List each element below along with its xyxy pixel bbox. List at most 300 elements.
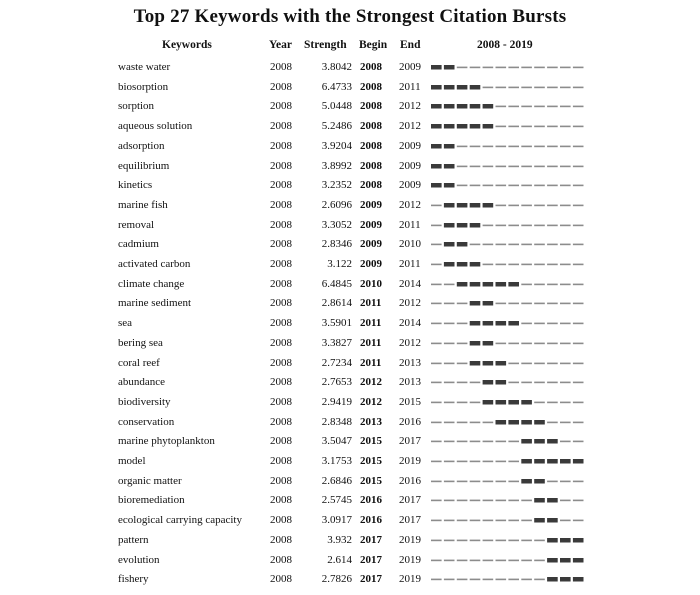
end-cell: 2013 [399, 376, 421, 389]
begin-cell: 2009 [360, 198, 382, 211]
baseline-segment [521, 244, 532, 246]
keyword-cell: bioremediation [118, 494, 185, 507]
begin-cell: 2012 [360, 376, 382, 389]
baseline-segment [496, 185, 507, 187]
baseline-segment [496, 441, 507, 443]
baseline-segment [431, 342, 442, 344]
baseline-segment [431, 224, 442, 226]
burst-timeline [431, 99, 586, 113]
burst-timeline [431, 60, 586, 74]
table-row [0, 454, 700, 474]
begin-cell: 2009 [360, 238, 382, 251]
baseline-segment [508, 145, 519, 147]
begin-cell: 2016 [360, 514, 382, 527]
baseline-segment [508, 480, 519, 482]
burst-segment [547, 439, 558, 444]
baseline-segment [444, 342, 455, 344]
baseline-segment [444, 559, 455, 561]
baseline-segment [483, 145, 494, 147]
burst-segment [470, 203, 481, 208]
table-row [0, 80, 700, 100]
end-cell: 2011 [399, 80, 421, 93]
baseline-segment [431, 520, 442, 522]
year-cell: 2008 [270, 553, 292, 566]
strength-cell: 3.5901 [321, 317, 352, 330]
baseline-segment [470, 480, 481, 482]
keyword-cell: equilibrium [118, 159, 170, 172]
baseline-segment [547, 303, 558, 305]
year-cell: 2008 [270, 494, 292, 507]
strength-cell: 2.5745 [321, 494, 352, 507]
end-cell: 2013 [399, 356, 421, 369]
end-cell: 2012 [399, 100, 421, 113]
burst-segment [483, 104, 494, 109]
keyword-cell: sorption [118, 100, 155, 113]
baseline-segment [457, 145, 468, 147]
keyword-cell: bering sea [118, 336, 163, 349]
burst-segment [457, 282, 468, 287]
begin-cell: 2011 [360, 336, 382, 349]
baseline-segment [508, 441, 519, 443]
baseline-segment [444, 539, 455, 541]
burst-timeline [431, 277, 586, 291]
header-end: End [400, 39, 421, 51]
baseline-segment [534, 264, 545, 266]
begin-cell: 2010 [360, 277, 382, 290]
end-cell: 2009 [399, 159, 421, 172]
year-cell: 2008 [270, 100, 292, 113]
baseline-segment [508, 500, 519, 502]
year-cell: 2008 [270, 573, 292, 586]
baseline-segment [521, 185, 532, 187]
baseline-segment [534, 106, 545, 108]
end-cell: 2014 [399, 277, 421, 290]
baseline-segment [547, 323, 558, 325]
baseline-segment [496, 224, 507, 226]
keyword-cell: waste water [118, 61, 171, 73]
baseline-segment [483, 264, 494, 266]
burst-segment [457, 85, 468, 90]
strength-cell: 3.9204 [321, 139, 352, 152]
baseline-segment [547, 145, 558, 147]
baseline-segment [457, 539, 468, 541]
baseline-segment [444, 500, 455, 502]
burst-segment [521, 420, 532, 425]
begin-cell: 2017 [360, 553, 382, 566]
burst-segment [521, 439, 532, 444]
baseline-segment [483, 165, 494, 167]
burst-segment [496, 380, 507, 385]
keyword-cell: adsorption [118, 139, 165, 152]
burst-timeline [431, 257, 586, 271]
begin-cell: 2013 [360, 415, 382, 428]
baseline-segment [547, 67, 558, 69]
baseline-segment [483, 67, 494, 69]
baseline-segment [444, 401, 455, 403]
baseline-segment [470, 244, 481, 246]
baseline-segment [457, 185, 468, 187]
baseline-segment [534, 67, 545, 69]
burst-segment [457, 262, 468, 267]
baseline-segment [534, 185, 545, 187]
burst-segment [521, 400, 532, 405]
header-keywords: Keywords [162, 39, 212, 51]
baseline-segment [508, 165, 519, 167]
baseline-segment [496, 500, 507, 502]
header-year-range: 2008 - 2019 [477, 39, 533, 51]
baseline-segment [573, 480, 584, 482]
baseline-segment [444, 382, 455, 384]
baseline-segment [457, 323, 468, 325]
baseline-segment [521, 264, 532, 266]
baseline-segment [521, 126, 532, 128]
strength-cell: 2.7826 [321, 573, 352, 586]
year-cell: 2008 [270, 435, 292, 448]
table-row [0, 218, 700, 238]
baseline-segment [483, 421, 494, 423]
baseline-segment [470, 382, 481, 384]
strength-cell: 2.8614 [321, 297, 352, 310]
table-row [0, 139, 700, 159]
begin-cell: 2011 [360, 356, 382, 369]
baseline-segment [496, 342, 507, 344]
burst-timeline [431, 375, 586, 389]
baseline-segment [431, 362, 442, 364]
burst-segment [444, 85, 455, 90]
baseline-segment [521, 323, 532, 325]
baseline-segment [534, 86, 545, 88]
baseline-segment [534, 382, 545, 384]
table-row [0, 415, 700, 435]
burst-segment [534, 459, 545, 464]
baseline-segment [431, 401, 442, 403]
burst-segment [483, 301, 494, 306]
baseline-segment [521, 539, 532, 541]
baseline-segment [508, 86, 519, 88]
burst-segment [560, 577, 571, 582]
strength-cell: 2.9419 [321, 395, 352, 408]
burst-segment [547, 498, 558, 503]
baseline-segment [444, 362, 455, 364]
begin-cell: 2017 [360, 533, 382, 546]
baseline-segment [508, 244, 519, 246]
baseline-segment [457, 520, 468, 522]
table-row [0, 257, 700, 277]
burst-segment [547, 577, 558, 582]
baseline-segment [508, 382, 519, 384]
burst-segment [444, 65, 455, 70]
baseline-segment [508, 264, 519, 266]
table-row [0, 395, 700, 415]
burst-segment [444, 203, 455, 208]
baseline-segment [547, 244, 558, 246]
baseline-segment [496, 86, 507, 88]
baseline-segment [483, 520, 494, 522]
table-row [0, 572, 700, 592]
baseline-segment [508, 461, 519, 463]
table-row [0, 159, 700, 179]
baseline-segment [573, 106, 584, 108]
begin-cell: 2008 [360, 179, 382, 192]
keyword-cell: evolution [118, 553, 160, 566]
baseline-segment [560, 441, 571, 443]
baseline-segment [508, 204, 519, 206]
strength-cell: 3.1753 [321, 455, 352, 467]
burst-segment [547, 558, 558, 563]
baseline-segment [431, 204, 442, 206]
baseline-segment [470, 421, 481, 423]
baseline-segment [483, 480, 494, 482]
burst-segment [444, 104, 455, 109]
baseline-segment [560, 67, 571, 69]
keyword-cell: climate change [118, 277, 185, 290]
baseline-segment [521, 106, 532, 108]
burst-segment [444, 183, 455, 188]
baseline-segment [573, 244, 584, 246]
strength-cell: 2.8346 [321, 238, 352, 251]
baseline-segment [496, 559, 507, 561]
burst-timeline [431, 553, 586, 567]
keyword-cell: aqueous solution [118, 120, 193, 133]
baseline-segment [496, 264, 507, 266]
burst-segment [496, 400, 507, 405]
burst-segment [470, 361, 481, 366]
baseline-segment [534, 283, 545, 285]
baseline-segment [521, 86, 532, 88]
strength-cell: 3.0917 [321, 514, 352, 527]
burst-segment [457, 242, 468, 247]
baseline-segment [573, 382, 584, 384]
header-strength: Strength [304, 39, 347, 51]
baseline-segment [508, 303, 519, 305]
strength-cell: 6.4733 [321, 80, 352, 93]
burst-segment [470, 85, 481, 90]
baseline-segment [496, 461, 507, 463]
burst-timeline [431, 434, 586, 448]
burst-segment [560, 538, 571, 543]
table-row [0, 553, 700, 573]
burst-timeline [431, 454, 586, 468]
keyword-cell: coral reef [118, 356, 160, 369]
baseline-segment [534, 126, 545, 128]
begin-cell: 2017 [360, 573, 382, 586]
baseline-segment [573, 500, 584, 502]
burst-segment [470, 321, 481, 326]
baseline-segment [483, 461, 494, 463]
baseline-segment [431, 264, 442, 266]
baseline-segment [483, 224, 494, 226]
burst-segment [470, 282, 481, 287]
strength-cell: 3.5047 [321, 435, 352, 448]
end-cell: 2009 [399, 61, 421, 73]
burst-timeline [431, 178, 586, 192]
end-cell: 2017 [399, 494, 421, 507]
baseline-segment [508, 126, 519, 128]
burst-segment [431, 104, 442, 109]
baseline-segment [483, 244, 494, 246]
baseline-segment [444, 579, 455, 581]
begin-cell: 2011 [360, 317, 382, 330]
baseline-segment [573, 67, 584, 69]
baseline-segment [573, 283, 584, 285]
baseline-segment [457, 165, 468, 167]
baseline-segment [573, 342, 584, 344]
baseline-segment [483, 86, 494, 88]
baseline-segment [521, 224, 532, 226]
baseline-segment [431, 303, 442, 305]
baseline-segment [547, 204, 558, 206]
baseline-segment [560, 106, 571, 108]
burst-segment [470, 262, 481, 267]
baseline-segment [521, 283, 532, 285]
baseline-segment [560, 480, 571, 482]
baseline-segment [547, 382, 558, 384]
baseline-segment [521, 382, 532, 384]
burst-segment [457, 223, 468, 228]
baseline-segment [470, 401, 481, 403]
begin-cell: 2008 [360, 100, 382, 113]
baseline-segment [483, 539, 494, 541]
baseline-segment [470, 520, 481, 522]
baseline-segment [508, 106, 519, 108]
burst-segment [483, 341, 494, 346]
baseline-segment [547, 86, 558, 88]
baseline-segment [457, 441, 468, 443]
baseline-segment [444, 303, 455, 305]
strength-cell: 3.122 [327, 258, 352, 270]
burst-timeline [431, 296, 586, 310]
baseline-segment [573, 520, 584, 522]
burst-segment [431, 65, 442, 70]
baseline-segment [560, 382, 571, 384]
strength-cell: 3.932 [327, 533, 352, 546]
burst-segment [496, 321, 507, 326]
baseline-segment [521, 362, 532, 364]
baseline-segment [431, 323, 442, 325]
baseline-segment [508, 185, 519, 187]
burst-segment [496, 282, 507, 287]
baseline-segment [521, 204, 532, 206]
baseline-segment [444, 421, 455, 423]
year-cell: 2008 [270, 376, 292, 389]
table-row [0, 178, 700, 198]
baseline-segment [560, 145, 571, 147]
end-cell: 2016 [399, 474, 421, 487]
baseline-segment [508, 224, 519, 226]
burst-timeline [431, 513, 586, 527]
baseline-segment [573, 441, 584, 443]
baseline-segment [534, 204, 545, 206]
strength-cell: 3.3052 [321, 218, 352, 231]
begin-cell: 2008 [360, 139, 382, 152]
table-row [0, 237, 700, 257]
baseline-segment [431, 539, 442, 541]
burst-timeline [431, 395, 586, 409]
baseline-segment [560, 342, 571, 344]
begin-cell: 2008 [360, 159, 382, 172]
baseline-segment [547, 401, 558, 403]
keyword-cell: abundance [118, 376, 166, 389]
strength-cell: 2.7653 [321, 376, 352, 389]
baseline-segment [560, 224, 571, 226]
keyword-cell: conservation [118, 415, 175, 428]
baseline-segment [496, 303, 507, 305]
baseline-segment [547, 264, 558, 266]
baseline-segment [496, 480, 507, 482]
end-cell: 2011 [399, 218, 421, 231]
keyword-cell: ecological carrying capacity [118, 514, 242, 527]
baseline-segment [547, 362, 558, 364]
year-cell: 2008 [270, 356, 292, 369]
keyword-cell: marine sediment [118, 297, 192, 310]
year-cell: 2008 [270, 198, 292, 211]
table-row [0, 316, 700, 336]
burst-segment [444, 242, 455, 247]
end-cell: 2012 [399, 120, 421, 133]
burst-segment [483, 361, 494, 366]
keyword-cell: biosorption [118, 80, 169, 93]
table-row [0, 99, 700, 119]
strength-cell: 2.7234 [321, 356, 352, 369]
table-row [0, 277, 700, 297]
burst-segment [534, 498, 545, 503]
baseline-segment [496, 244, 507, 246]
baseline-segment [521, 165, 532, 167]
baseline-segment [573, 323, 584, 325]
baseline-segment [534, 362, 545, 364]
strength-cell: 3.3827 [321, 336, 352, 349]
baseline-segment [534, 303, 545, 305]
year-cell: 2008 [270, 514, 292, 527]
year-cell: 2008 [270, 297, 292, 310]
end-cell: 2019 [399, 553, 421, 566]
baseline-segment [457, 559, 468, 561]
baseline-segment [573, 401, 584, 403]
burst-timeline [431, 415, 586, 429]
baseline-segment [483, 441, 494, 443]
header-year: Year [269, 39, 292, 51]
burst-segment [521, 459, 532, 464]
baseline-segment [431, 283, 442, 285]
baseline-segment [444, 323, 455, 325]
strength-cell: 2.6096 [321, 198, 352, 211]
table-row [0, 434, 700, 454]
year-cell: 2008 [270, 395, 292, 408]
baseline-segment [508, 559, 519, 561]
burst-timeline [431, 218, 586, 232]
baseline-segment [431, 461, 442, 463]
baseline-segment [573, 362, 584, 364]
baseline-segment [521, 520, 532, 522]
baseline-segment [508, 520, 519, 522]
baseline-segment [508, 67, 519, 69]
end-cell: 2011 [399, 258, 421, 270]
burst-segment [483, 282, 494, 287]
end-cell: 2017 [399, 514, 421, 527]
baseline-segment [444, 441, 455, 443]
baseline-segment [534, 224, 545, 226]
baseline-segment [573, 303, 584, 305]
baseline-segment [431, 579, 442, 581]
baseline-segment [496, 520, 507, 522]
baseline-segment [457, 401, 468, 403]
baseline-segment [560, 165, 571, 167]
burst-segment [431, 183, 442, 188]
burst-segment [457, 203, 468, 208]
begin-cell: 2015 [360, 435, 382, 448]
baseline-segment [573, 165, 584, 167]
keyword-cell: biodiversity [118, 395, 171, 408]
